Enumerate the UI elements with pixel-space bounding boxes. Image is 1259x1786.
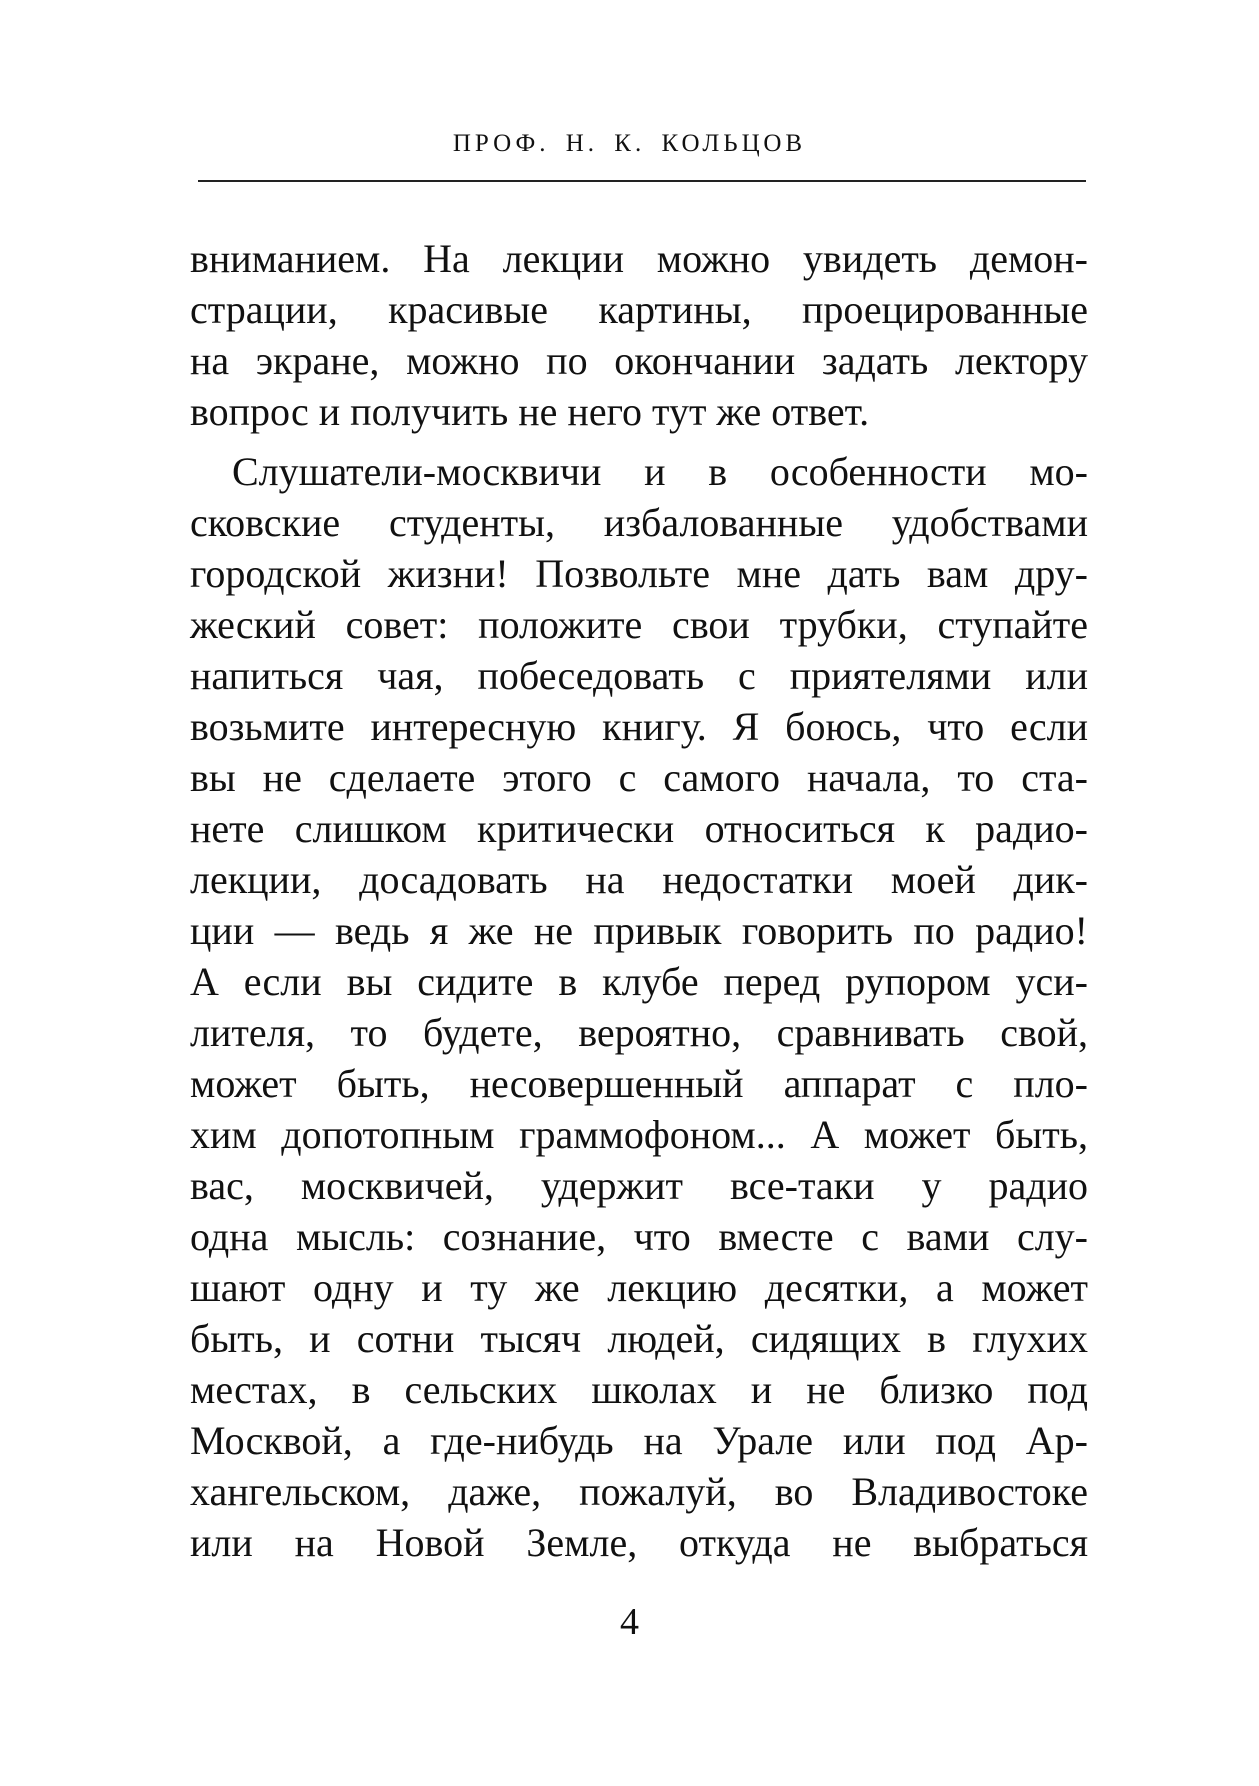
- text-line: городской жизни! Позвольте мне дать вам дру-: [190, 551, 1088, 596]
- text-line: вы не сделаете этого с самого начала, то ста-: [190, 755, 1088, 800]
- body-text: [190, 233, 1088, 1568]
- text-line: нете слишком критически относиться к радио-: [190, 806, 1088, 851]
- text-line: лителя, то будете, вероятно, сравнивать свой,: [190, 1010, 1088, 1055]
- text-line: страции, красивые картины, проецированные: [190, 287, 1088, 332]
- text-line: напиться чая, побеседовать с приятелями или: [190, 653, 1088, 698]
- text-line: Слушатели-москвичи и в особенности мо-: [232, 449, 1088, 494]
- header-rule: [198, 180, 1086, 182]
- page-number: 4: [620, 1601, 639, 1643]
- text-line: шают одну и ту же лекцию десятки, а может: [190, 1265, 1088, 1310]
- text-line: Москвой, а где-нибудь на Урале или под Ар-: [190, 1418, 1088, 1463]
- text-line: или на Новой Земле, откуда не выбраться: [190, 1520, 1088, 1565]
- paragraph-gap: [190, 437, 1088, 446]
- text-line: сковские студенты, избалованные удобствами: [190, 500, 1088, 545]
- text-line: возьмите интересную книгу. Я боюсь, что если: [190, 704, 1088, 749]
- text-line: хим допотопным граммофоном... А может быть,: [190, 1112, 1088, 1157]
- text-line: одна мысль: сознание, что вместе с вами слу-: [190, 1214, 1088, 1259]
- text-line: может быть, несовершенный аппарат с пло-: [190, 1061, 1088, 1106]
- text-line: вниманием. На лекции можно увидеть демон-: [190, 236, 1088, 281]
- text-line: А если вы сидите в клубе перед рупором уси-: [190, 959, 1088, 1004]
- text-line: лекции, досадовать на недостатки моей дик-: [190, 857, 1088, 902]
- text-line: хангельском, даже, пожалуй, во Владивостоке: [190, 1469, 1088, 1514]
- text-line: местах, в сельских школах и не близко под: [190, 1367, 1088, 1412]
- text-line: на экране, можно по окончании задать лектору: [190, 338, 1088, 383]
- text-line: вас, москвичей, удержит все-таки у радио: [190, 1163, 1088, 1208]
- text-line: жеский совет: положите свои трубки, ступайте: [190, 602, 1088, 647]
- text-line: быть, и сотни тысяч людей, сидящих в глухих: [190, 1316, 1088, 1361]
- running-header: ПРОФ. Н. К. КОЛЬЦОВ: [452, 130, 807, 157]
- text-line: вопрос и получить не него тут же ответ.: [190, 389, 870, 434]
- text-line: ции — ведь я же не привык говорить по радио!: [190, 908, 1088, 953]
